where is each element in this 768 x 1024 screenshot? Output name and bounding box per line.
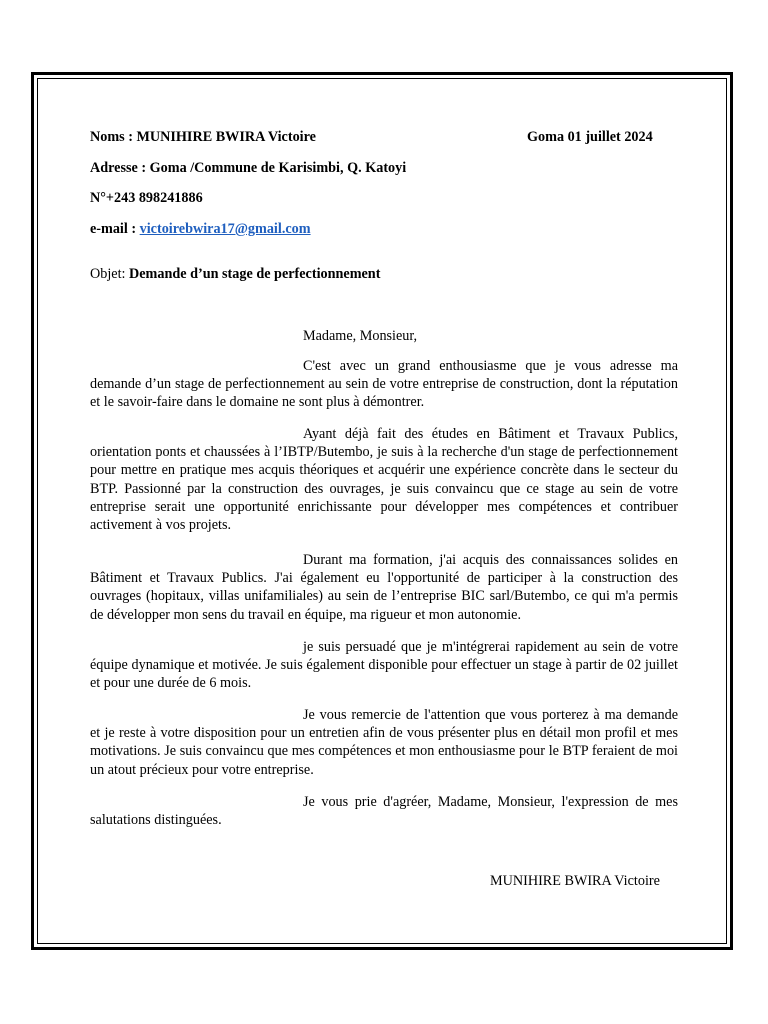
subject-label: Objet:	[90, 266, 130, 282]
place-date: Goma 01 juillet 2024	[527, 129, 653, 145]
subject-value: Demande d’un stage de perfectionnement	[129, 266, 381, 282]
paragraph-2: Ayant déjà fait des études en Bâtiment et Travaux Publics, orientation ponts et chaussées à l’IBTP/Butembo, je suis à la recherche d'un stage de perfectionnement pour mettre en pratique mes acquis théoriques et acquérir une expérience concrète dans le secteur du BTP. Passionné par la construction des ouvrages, je suis convaincu que ce stage au sein de votre entreprise serait une opportunité enrichissante pour développer mes compétences et contribuer activement à vos projets.	[90, 426, 678, 534]
sender-phone: N°+243 898241886	[90, 190, 203, 206]
subject-line	[90, 265, 380, 284]
paragraph-1: C'est avec un grand enthousiasme que je vous adresse ma demande d’un stage de perfectionnement au sein de votre entreprise de construction, dont la réputation et le savoir-faire dans le domaine ne sont plus à démontrer.	[90, 358, 678, 411]
email-link[interactable]: victoirebwira17@gmail.com	[139, 221, 311, 237]
salutation: Madame, Monsieur,	[303, 328, 418, 344]
paragraph-5: Je vous remercie de l'attention que vous porterez à ma demande et je reste à votre disposition pour un entretien afin de vous présenter plus en détail mon profil et mes motivations. Je suis convaincu que mes compétences et mon enthousiasme pour le BTP feraient de moi un atout précieux pour votre entreprise.	[90, 707, 678, 778]
paragraph-3: Durant ma formation, j'ai acquis des connaissances solides en Bâtiment et Travaux Publics. J'ai également eu l'opportunité de participer à la construction des ouvrages (hopitaux, villas unifamiliales) au sein de l’entreprise BIC sarl/Butembo, ce qui m'a permis de développer mon sens du travail en équipe, ma rigueur et mon autonomie.	[90, 552, 678, 623]
paragraph-4: je suis persuadé que je m'intégrerai rapidement au sein de votre équipe dynamique et motivée. Je suis également disponible pour effectuer un stage à partir de 02 juillet et pour une durée de 6 mois.	[90, 639, 678, 692]
paragraph-6: Je vous prie d'agréer, Madame, Monsieur, l'expression de mes salutations distinguées.	[90, 794, 678, 829]
sender-email-line	[90, 220, 311, 239]
email-label: e-mail :	[90, 221, 140, 237]
sender-address: Adresse : Goma /Commune de Karisimbi, Q. Katoyi	[90, 160, 407, 176]
signature: MUNIHIRE BWIRA Victoire	[490, 873, 660, 889]
sender-name: Noms : MUNIHIRE BWIRA Victoire	[90, 129, 316, 145]
